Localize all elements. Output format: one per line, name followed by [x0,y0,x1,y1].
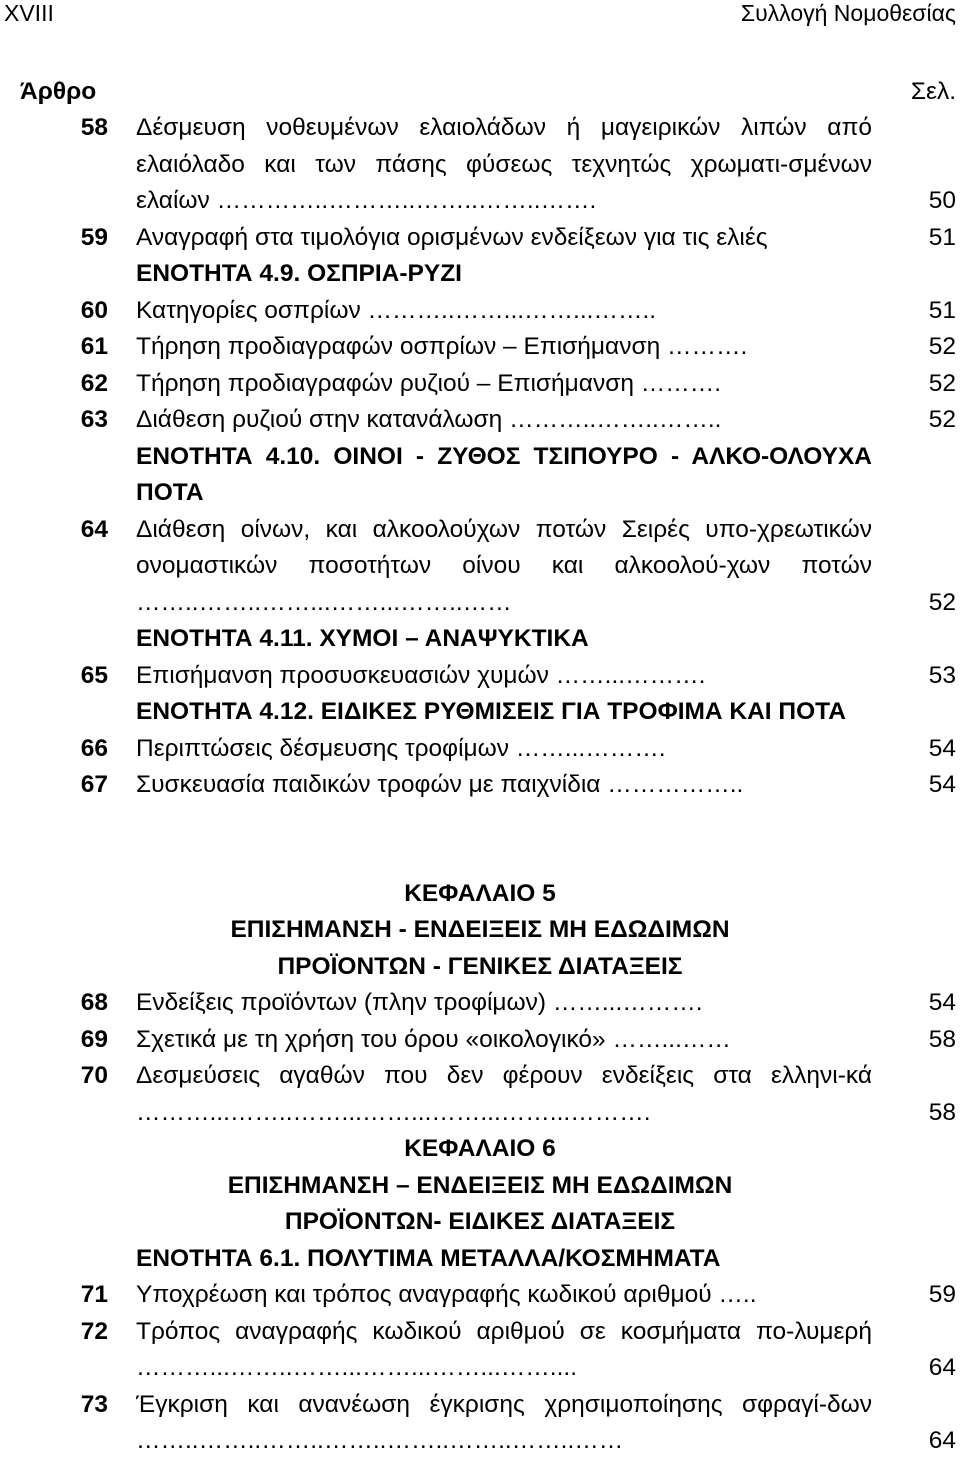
article-number: 64 [80,515,108,543]
section-title: ΕΝΟΤΗΤΑ 4.9. ΟΣΠΡΙΑ-ΡΥΖΙ [136,260,462,287]
section-title: ΕΝΟΤΗΤΑ 4.11. ΧΥΜΟΙ – ΑΝΑΨΥΚΤΙΚΑ [136,625,589,652]
article-number: 62 [80,369,108,397]
page-ref: 52 [928,588,956,616]
toc-entry [0,402,960,439]
section-title: ΕΝΟΤΗΤΑ 4.12. ΕΙΔΙΚΕΣ ΡΥΘΜΙΣΕΙΣ ΓΙΑ ΤΡΟΦΙΜΑ ΚΑΙ ΠΟΤΑ [136,698,846,725]
article-number: 67 [80,771,108,798]
article-title: Συσκευασία παιδικών τροφών με παιχνίδια …………….. [136,771,744,798]
page-ref: 52 [928,333,956,360]
chapter-title-line: ΕΠΙΣΗΜΑΝΣΗ - ΕΝΔΕΙΞΕΙΣ ΜΗ ΕΔΩΔΙΜΩΝ [230,916,730,943]
toc-entry [0,985,960,1022]
table-of-contents [0,110,960,1460]
toc-entry [0,512,960,622]
page-column-header: Σελ. [910,78,956,105]
toc-entry [0,731,960,768]
article-number: 70 [80,1062,108,1089]
article-number: 71 [80,1281,108,1308]
article-number: 58 [80,114,108,141]
section-heading [0,621,960,658]
chapter-label: ΚΕΦΑΛΑΙΟ 5 [404,879,556,907]
article-title: Τήρηση προδιαγραφών ρυζιού – Επισήμανση ………. [136,369,722,397]
page-ref: 58 [928,1098,956,1126]
page-ref: 50 [928,187,956,214]
article-number: 66 [80,734,108,762]
page-ref: 64 [928,1354,956,1381]
article-title: Τρόπος αναγραφής κωδικού αριθμού σε κοσμήματα πο-λυμερή ………...……..……...……...……...…….... [136,1317,872,1381]
article-number: 68 [80,989,108,1016]
section-heading [0,694,960,731]
section-title: ΕΝΟΤΗΤΑ 4.10. ΟΙΝΟΙ - ΖΥΘΟΣ ΤΣΙΠΟΥΡΟ - ΑΛΚΟ-ΟΛΟΥΧΑ ΠΟΤΑ [136,442,872,506]
page-ref: 64 [928,1427,956,1454]
page-header [0,0,960,30]
page-ref: 52 [928,406,956,433]
toc-entry [0,1022,960,1059]
article-number: 60 [80,296,108,324]
toc-entry [0,1314,960,1387]
article-title: Διάθεση οίνων, και αλκοολούχων ποτών Σειρές υπο-χρεωτικών ονομαστικών ποσοτήτων οίνου και αλκοολού-χων ποτών ……..……..……...……...……..…… [136,515,872,616]
toc-entry [0,366,960,403]
article-title: Υποχρέωση και τρόπος αναγραφής κωδικού αριθμού ….. [136,1281,757,1308]
article-title: Επισήμανση προσυσκευασιών χυμών ……...………. [136,661,706,689]
toc-entry [0,658,960,695]
article-number: 63 [80,406,108,433]
chapter-label: ΚΕΦΑΛΑΙΟ 6 [404,1135,556,1162]
article-title: Τήρηση προδιαγραφών οσπρίων – Επισήμανση ………. [136,333,748,360]
page-number-roman: XVIII [4,0,54,26]
toc-entry [0,329,960,366]
toc-entry [0,293,960,330]
page-ref: 54 [928,734,956,762]
chapter-6-heading [0,1131,960,1241]
section-heading [0,256,960,293]
page-ref: 54 [928,771,956,798]
article-title: Κατηγορίες οσπρίων ………..……...……...…….. [136,296,657,324]
article-title: Έγκριση και ανανέωση έγκρισης χρησιμοποίησης σφραγί-δων ……..……..……..……..……..……..……..…… [136,1390,872,1454]
publication-title: Συλλογή Νομοθεσίας [740,0,956,26]
toc-entry [0,1387,960,1460]
column-headers [0,78,960,108]
article-title: Σχετικά με τη χρήση του όρου «οικολογικό» ……...…… [136,1025,731,1053]
article-number: 72 [80,1317,108,1345]
toc-entry [0,1277,960,1314]
article-number: 61 [80,333,108,360]
article-number: 73 [80,1390,108,1418]
article-number: 69 [80,1025,108,1053]
toc-entry [0,767,960,804]
section-heading [0,1241,960,1278]
page-ref: 51 [928,223,956,251]
chapter-title-line: ΠΡΟΪΟΝΤΩΝ- ΕΙΔΙΚΕΣ ΔΙΑΤΑΞΕΙΣ [284,1208,676,1235]
page-ref: 54 [928,989,956,1016]
page-ref: 52 [928,369,956,397]
article-number: 59 [80,223,108,251]
article-number: 65 [80,661,108,689]
article-title: Περιπτώσεις δέσμευσης τροφίμων ……...………. [136,734,666,762]
page-ref: 59 [928,1281,956,1308]
page-ref: 58 [928,1025,956,1053]
article-title: Δέσμευση νοθευμένων ελαιολάδων ή μαγειρικών λιπών από ελαιόλαδο και των πάσης φύσεως τεχνητώς χρωματι-σμένων ελαίων …………..………..……..……..……. [136,114,872,214]
page-ref: 53 [928,661,956,689]
article-title: Αναγραφή στα τιμολόγια ορισμένων ενδείξεων για τις ελιές [136,223,768,251]
article-title: Διάθεση ρυζιού στην κατανάλωση ………..……..…….. [136,406,722,433]
chapter-title-line: ΕΠΙΣΗΜΑΝΣΗ – ΕΝΔΕΙΞΕΙΣ ΜΗ ΕΔΩΔΙΜΩΝ [227,1171,733,1199]
chapter-title-line: ΠΡΟΪΟΝΤΩΝ - ΓΕΝΙΚΕΣ ΔΙΑΤΑΞΕΙΣ [277,952,683,980]
toc-entry [0,220,960,257]
article-title: Ενδείξεις προϊόντων (πλην τροφίμων) ……...………. [136,989,703,1016]
chapter-5-heading [0,876,960,986]
toc-entry [0,110,960,220]
article-title: Δεσμεύσεις αγαθών που δεν φέρουν ενδείξεις στα ελληνι-κά ………...……..……...……...……...……...………. [136,1062,872,1126]
page-ref: 51 [928,296,956,324]
section-title: ΕΝΟΤΗΤΑ 6.1. ΠΟΛΥΤΙΜΑ ΜΕΤΑΛΛΑ/ΚΟΣΜΗΜΑΤΑ [136,1244,721,1272]
section-heading [0,439,960,512]
article-column-header: Άρθρο [20,78,97,105]
toc-entry [0,1058,960,1131]
